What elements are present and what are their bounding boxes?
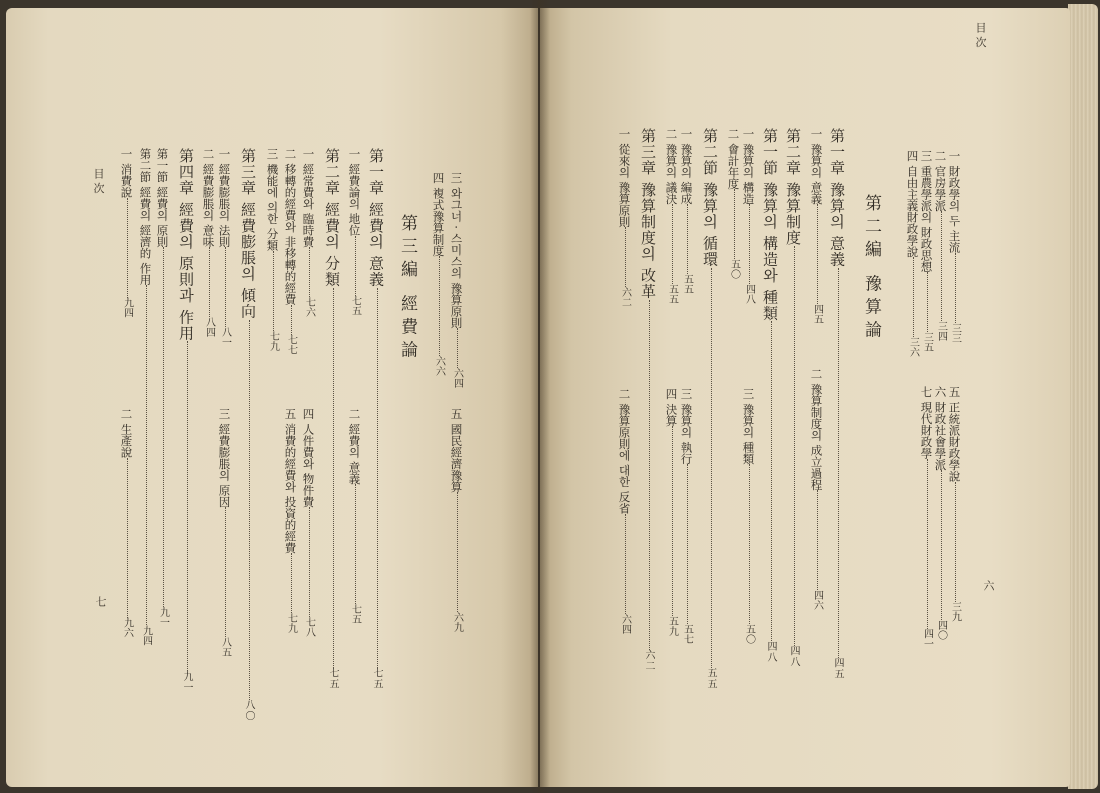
- book-spine: [530, 0, 550, 793]
- toc-entry: 一 經費論의 地位七五: [347, 148, 362, 316]
- part-heading: 第二編 豫算論: [861, 194, 881, 344]
- toc-entry: 五 國民經濟豫算六九: [449, 408, 464, 633]
- toc-entry: 四 複式豫算制度六六: [431, 172, 446, 377]
- toc-chapter: 第三章 豫算制度의 改革六二: [639, 128, 657, 672]
- toc-entry: 一 豫算의 編成五五: [679, 128, 694, 295]
- toc-chapter: 第二章 經費의 分類七五: [323, 148, 341, 690]
- toc-entry: 三 重農學派의 財政思想三五: [919, 150, 934, 353]
- toc-entry: 一 經常費와 臨時費七六: [301, 148, 316, 318]
- toc-entry: 一 財政學의 두 主流三三: [947, 150, 962, 343]
- toc-entry: 二 豫算의 議決五五: [664, 128, 679, 305]
- toc-section: 第一節 經費의 原則九一: [155, 148, 170, 628]
- toc-section: 第二節 豫算의 循環五五: [701, 128, 719, 690]
- toc-entry: 一 豫算의 構造四八: [741, 128, 756, 305]
- toc-entry: 三 經費膨脹의 原因八五: [217, 408, 232, 658]
- left-page-header: 目 次: [92, 168, 105, 194]
- toc-entry: 二 官房學派三四: [933, 150, 948, 342]
- toc-entry: 七 現代財政學四一: [919, 386, 934, 649]
- toc-entry: 四 自由主義財政學說三六: [905, 150, 920, 358]
- toc-entry: 三 와그너 · 스미스의 豫算原則六四: [449, 172, 464, 389]
- toc-chapter: 第四章 經費의 原則과 作用九一: [177, 148, 195, 694]
- right-page: [540, 8, 1070, 787]
- toc-section: 第二節 經費의 經濟的 作用九四: [138, 148, 153, 646]
- toc-entry: 三 機能에 의한 分類七九: [265, 148, 280, 351]
- toc-entry: 一 豫算의 意義四五: [809, 128, 824, 325]
- toc-entry: 一 消費說九四: [119, 148, 134, 318]
- right-page-number: 六: [982, 580, 995, 591]
- part-heading: 第三編 經費論: [397, 214, 417, 364]
- toc-entry: 二 豫算制度의 成立過程四六: [809, 368, 824, 611]
- toc-entry: 四 決算五九: [664, 388, 679, 637]
- toc-chapter: 第三章 經費膨脹의 傾向八〇: [239, 148, 257, 722]
- toc-entry: 二 經費膨脹의 意味八四: [201, 148, 216, 338]
- left-page: [6, 8, 538, 787]
- toc-entry: 二 豫算原則에 대한 反省六四: [617, 388, 632, 634]
- toc-chapter: 第二章 豫算制度四八: [784, 128, 802, 668]
- toc-entry: 六 財政社會學派四〇: [933, 386, 948, 641]
- toc-entry: 三 豫算의 種類五〇: [741, 388, 756, 645]
- toc-section: 第一節 豫算의 構造와 種類四八: [761, 128, 779, 664]
- toc-entry: 二 會計年度五〇: [726, 128, 741, 280]
- toc-entry: 二 生產說九六: [119, 408, 134, 638]
- toc-entry: 二 移轉的經費와 非移轉的經費七七: [283, 148, 298, 355]
- left-page-number: 七: [94, 596, 107, 607]
- toc-chapter: 第一章 經費의 意義七五: [367, 148, 385, 690]
- page-edges: [1068, 4, 1098, 789]
- toc-entry: 五 正統派財政學說三九: [947, 386, 962, 622]
- toc-entry: 五 消費的經費와 投資的經費七九: [283, 408, 298, 634]
- toc-entry: 四 人件費와 物件費七八: [301, 408, 316, 638]
- toc-entry: 一 從來의 豫算原則六二: [617, 128, 632, 308]
- toc-entry: 一 經費膨脹의 法則八一: [217, 148, 232, 348]
- toc-entry: 三 豫算의 執行五七: [679, 388, 694, 645]
- toc-chapter: 第一章 豫算의 意義四五: [828, 128, 846, 680]
- right-page-header: 目 次: [974, 22, 987, 48]
- toc-entry: 二 經費의 意義七五: [347, 408, 362, 625]
